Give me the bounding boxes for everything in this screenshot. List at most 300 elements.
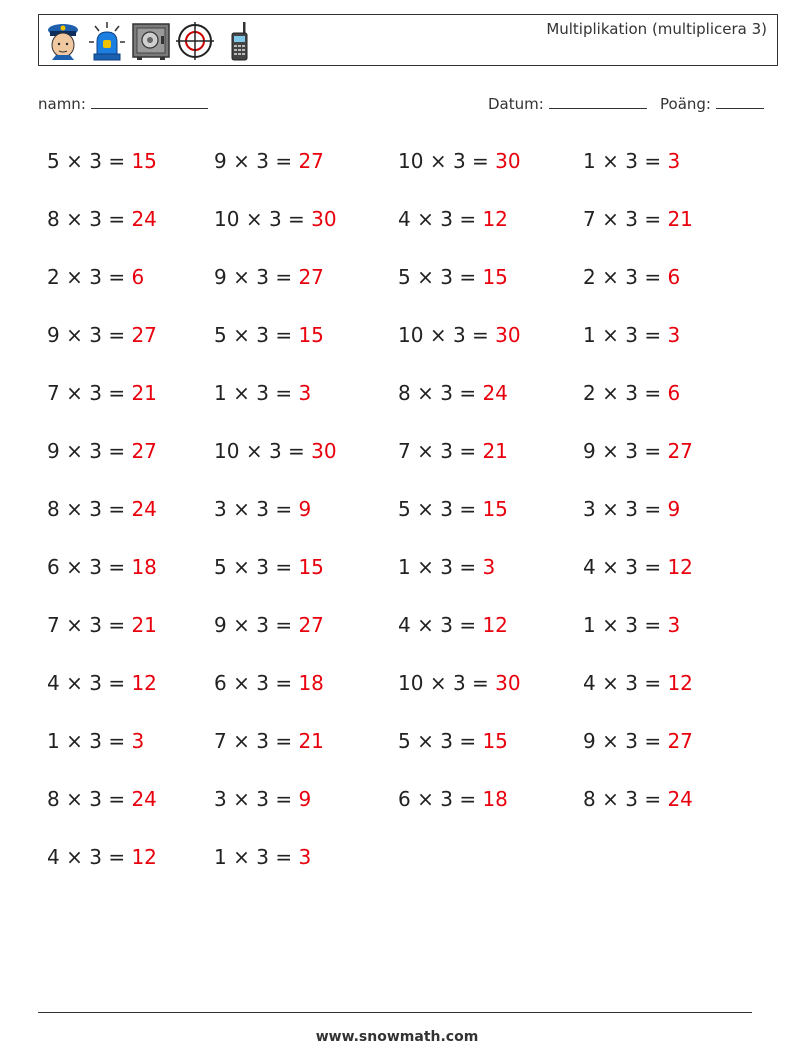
name-blank-line <box>91 93 208 109</box>
factor-b: 3 <box>89 845 102 869</box>
problem-item <box>583 555 693 579</box>
siren-light-icon <box>87 20 127 62</box>
times-sign: × <box>233 149 250 173</box>
times-sign: × <box>602 729 619 753</box>
answer: 12 <box>482 207 508 231</box>
factor-b: 3 <box>89 729 102 753</box>
factor-a: 3 <box>583 497 596 521</box>
safe-icon <box>131 20 171 62</box>
factor-a: 9 <box>214 265 227 289</box>
times-sign: × <box>602 497 619 521</box>
answer: 12 <box>667 555 693 579</box>
times-sign: × <box>602 149 619 173</box>
equals-sign: = <box>288 439 305 463</box>
problem-item <box>47 439 157 463</box>
problem-item <box>398 729 508 753</box>
crosshair-target-icon <box>175 20 215 62</box>
answer: 12 <box>131 671 157 695</box>
factor-b: 3 <box>440 497 453 521</box>
factor-a: 5 <box>398 729 411 753</box>
factor-b: 3 <box>625 323 638 347</box>
factor-b: 3 <box>440 265 453 289</box>
equals-sign: = <box>644 149 662 173</box>
equals-sign: = <box>644 787 662 811</box>
problem-item <box>398 671 521 695</box>
equals-sign: = <box>644 265 662 289</box>
times-sign: × <box>602 439 619 463</box>
times-sign: × <box>66 439 83 463</box>
times-sign: × <box>233 323 250 347</box>
answer: 15 <box>298 555 324 579</box>
equals-sign: = <box>644 497 662 521</box>
equals-sign: = <box>644 381 662 405</box>
factor-b: 3 <box>625 555 638 579</box>
times-sign: × <box>66 845 83 869</box>
problem-item <box>214 207 337 231</box>
score-label: Poäng: <box>660 95 711 113</box>
factor-b: 3 <box>256 845 269 869</box>
answer: 24 <box>131 207 157 231</box>
factor-b: 3 <box>256 381 269 405</box>
factor-b: 3 <box>256 265 269 289</box>
answer: 12 <box>131 845 157 869</box>
equals-sign: = <box>459 381 477 405</box>
times-sign: × <box>233 613 250 637</box>
factor-b: 3 <box>440 381 453 405</box>
factor-a: 7 <box>214 729 227 753</box>
factor-b: 3 <box>440 729 453 753</box>
times-sign: × <box>417 787 434 811</box>
equals-sign: = <box>275 729 293 753</box>
factor-a: 6 <box>47 555 60 579</box>
answer: 27 <box>667 729 693 753</box>
times-sign: × <box>233 381 250 405</box>
times-sign: × <box>417 265 434 289</box>
factor-a: 6 <box>214 671 227 695</box>
times-sign: × <box>233 497 250 521</box>
factor-a: 9 <box>47 439 60 463</box>
factor-a: 8 <box>398 381 411 405</box>
problem-item <box>583 671 693 695</box>
answer: 12 <box>667 671 693 695</box>
factor-b: 3 <box>440 207 453 231</box>
answer: 30 <box>311 439 337 463</box>
factor-a: 10 <box>398 323 424 347</box>
answer: 24 <box>131 787 157 811</box>
factor-b: 3 <box>268 207 282 231</box>
equals-sign: = <box>275 323 293 347</box>
equals-sign: = <box>275 787 293 811</box>
factor-a: 8 <box>47 787 60 811</box>
answer: 15 <box>482 265 508 289</box>
answer: 30 <box>495 671 521 695</box>
answer: 6 <box>667 265 681 289</box>
problem-item <box>583 323 680 347</box>
factor-a: 8 <box>47 497 60 521</box>
times-sign: × <box>245 207 263 231</box>
times-sign: × <box>66 613 83 637</box>
factor-a: 3 <box>214 787 227 811</box>
name-field <box>38 93 208 113</box>
factor-a: 4 <box>583 671 596 695</box>
factor-b: 3 <box>452 149 466 173</box>
factor-a: 1 <box>583 613 596 637</box>
police-officer-icon <box>43 20 83 62</box>
equals-sign: = <box>108 613 126 637</box>
answer: 18 <box>482 787 508 811</box>
answer: 15 <box>482 497 508 521</box>
problem-item <box>583 729 693 753</box>
times-sign: × <box>66 323 83 347</box>
problem-item <box>214 381 311 405</box>
times-sign: × <box>429 671 447 695</box>
answer: 6 <box>131 265 145 289</box>
header-icons <box>43 19 259 63</box>
factor-a: 4 <box>47 845 60 869</box>
times-sign: × <box>233 845 250 869</box>
equals-sign: = <box>644 207 662 231</box>
problem-item <box>398 265 508 289</box>
problem-item <box>398 207 508 231</box>
equals-sign: = <box>644 555 662 579</box>
problem-item <box>47 497 157 521</box>
factor-b: 3 <box>625 265 638 289</box>
factor-a: 1 <box>214 845 227 869</box>
factor-a: 5 <box>398 497 411 521</box>
problem-item <box>583 265 680 289</box>
factor-b: 3 <box>256 671 269 695</box>
times-sign: × <box>417 613 434 637</box>
answer: 18 <box>131 555 157 579</box>
factor-a: 1 <box>398 555 411 579</box>
problem-item <box>47 555 157 579</box>
answer: 12 <box>482 613 508 637</box>
answer: 9 <box>667 497 681 521</box>
factor-b: 3 <box>256 323 269 347</box>
times-sign: × <box>417 439 434 463</box>
factor-a: 5 <box>47 149 60 173</box>
factor-a: 5 <box>214 323 227 347</box>
answer: 27 <box>298 149 324 173</box>
factor-a: 7 <box>398 439 411 463</box>
answer: 9 <box>298 497 312 521</box>
worksheet-title: Multiplikation (multiplicera 3) <box>546 20 767 38</box>
answer: 30 <box>311 207 337 231</box>
answer: 21 <box>298 729 324 753</box>
equals-sign: = <box>108 265 126 289</box>
equals-sign: = <box>275 613 293 637</box>
factor-b: 3 <box>256 729 269 753</box>
answer: 27 <box>298 613 324 637</box>
times-sign: × <box>602 207 619 231</box>
equals-sign: = <box>644 323 662 347</box>
times-sign: × <box>66 207 83 231</box>
equals-sign: = <box>459 555 477 579</box>
problem-item <box>214 149 324 173</box>
equals-sign: = <box>472 323 489 347</box>
factor-b: 3 <box>625 729 638 753</box>
factor-a: 10 <box>398 671 424 695</box>
factor-a: 5 <box>214 555 227 579</box>
problem-item <box>214 555 324 579</box>
answer: 3 <box>131 729 145 753</box>
factor-a: 2 <box>583 381 596 405</box>
name-label: namn: <box>38 95 86 113</box>
score-field <box>660 93 764 113</box>
times-sign: × <box>602 323 619 347</box>
date-blank-line <box>549 93 647 109</box>
problem-item <box>214 845 311 869</box>
factor-b: 3 <box>440 555 453 579</box>
equals-sign: = <box>108 497 126 521</box>
answer: 27 <box>131 439 157 463</box>
equals-sign: = <box>275 265 293 289</box>
factor-a: 5 <box>398 265 411 289</box>
problem-item <box>214 613 324 637</box>
factor-a: 3 <box>214 497 227 521</box>
answer: 3 <box>667 613 681 637</box>
problem-item <box>398 323 521 347</box>
equals-sign: = <box>459 439 477 463</box>
times-sign: × <box>417 497 434 521</box>
times-sign: × <box>417 729 434 753</box>
problem-item <box>398 439 508 463</box>
equals-sign: = <box>459 207 477 231</box>
date-label: Datum: <box>488 95 544 113</box>
answer: 27 <box>131 323 157 347</box>
factor-b: 3 <box>89 439 102 463</box>
times-sign: × <box>66 671 83 695</box>
factor-a: 10 <box>214 439 240 463</box>
factor-a: 7 <box>47 613 60 637</box>
equals-sign: = <box>644 439 662 463</box>
answer: 3 <box>667 149 681 173</box>
times-sign: × <box>602 613 619 637</box>
problem-item <box>214 497 311 521</box>
problem-item <box>398 497 508 521</box>
factor-b: 3 <box>256 149 269 173</box>
equals-sign: = <box>459 497 477 521</box>
factor-a: 1 <box>583 149 596 173</box>
answer: 27 <box>667 439 693 463</box>
equals-sign: = <box>644 671 662 695</box>
equals-sign: = <box>108 439 126 463</box>
equals-sign: = <box>108 729 126 753</box>
problem-item <box>583 787 693 811</box>
problem-item <box>583 381 680 405</box>
factor-b: 3 <box>256 555 269 579</box>
answer: 24 <box>131 497 157 521</box>
times-sign: × <box>66 555 83 579</box>
problem-item <box>47 787 157 811</box>
factor-b: 3 <box>440 787 453 811</box>
factor-b: 3 <box>440 439 453 463</box>
factor-b: 3 <box>256 613 269 637</box>
equals-sign: = <box>275 381 293 405</box>
equals-sign: = <box>275 497 293 521</box>
problem-item <box>47 671 157 695</box>
factor-b: 3 <box>256 497 269 521</box>
problem-item <box>214 265 324 289</box>
equals-sign: = <box>108 381 126 405</box>
factor-a: 9 <box>47 323 60 347</box>
problem-item <box>47 381 157 405</box>
equals-sign: = <box>275 671 293 695</box>
factor-a: 9 <box>214 149 227 173</box>
factor-a: 4 <box>47 671 60 695</box>
factor-b: 3 <box>89 323 102 347</box>
factor-b: 3 <box>625 497 638 521</box>
answer: 21 <box>131 613 157 637</box>
problem-item <box>583 613 680 637</box>
times-sign: × <box>602 265 619 289</box>
times-sign: × <box>429 323 447 347</box>
problem-item <box>214 439 337 463</box>
problem-item <box>214 787 311 811</box>
problem-item <box>47 729 144 753</box>
times-sign: × <box>429 149 447 173</box>
factor-a: 6 <box>398 787 411 811</box>
equals-sign: = <box>459 613 477 637</box>
answer: 18 <box>298 671 324 695</box>
equals-sign: = <box>459 787 477 811</box>
factor-a: 4 <box>398 207 411 231</box>
answer: 15 <box>298 323 324 347</box>
date-field <box>488 93 647 113</box>
answer: 15 <box>131 149 157 173</box>
factor-a: 2 <box>583 265 596 289</box>
factor-b: 3 <box>89 671 102 695</box>
factor-a: 4 <box>583 555 596 579</box>
walkie-talkie-icon <box>219 20 259 62</box>
problem-item <box>47 613 157 637</box>
equals-sign: = <box>108 671 126 695</box>
factor-b: 3 <box>625 613 638 637</box>
factor-b: 3 <box>625 671 638 695</box>
footer-divider <box>38 1012 752 1013</box>
equals-sign: = <box>644 729 662 753</box>
factor-a: 7 <box>583 207 596 231</box>
factor-a: 10 <box>398 149 424 173</box>
problem-item <box>47 845 157 869</box>
times-sign: × <box>66 149 83 173</box>
answer: 3 <box>298 381 312 405</box>
factor-a: 9 <box>214 613 227 637</box>
times-sign: × <box>245 439 263 463</box>
factor-b: 3 <box>89 613 102 637</box>
factor-a: 2 <box>47 265 60 289</box>
answer: 3 <box>667 323 681 347</box>
equals-sign: = <box>108 845 126 869</box>
factor-b: 3 <box>268 439 282 463</box>
factor-a: 4 <box>398 613 411 637</box>
equals-sign: = <box>472 671 489 695</box>
times-sign: × <box>602 381 619 405</box>
factor-b: 3 <box>89 787 102 811</box>
times-sign: × <box>233 729 250 753</box>
answer: 15 <box>482 729 508 753</box>
equals-sign: = <box>472 149 489 173</box>
problem-item <box>47 323 157 347</box>
times-sign: × <box>417 381 434 405</box>
answer: 21 <box>131 381 157 405</box>
factor-a: 1 <box>47 729 60 753</box>
factor-b: 3 <box>625 381 638 405</box>
equals-sign: = <box>108 555 126 579</box>
problem-item <box>583 207 693 231</box>
problem-item <box>398 381 508 405</box>
times-sign: × <box>233 555 250 579</box>
equals-sign: = <box>459 729 477 753</box>
times-sign: × <box>66 787 83 811</box>
worksheet-header <box>38 14 778 66</box>
problem-item <box>214 671 324 695</box>
times-sign: × <box>417 555 434 579</box>
times-sign: × <box>66 265 83 289</box>
student-fields <box>38 93 770 117</box>
problem-item <box>47 207 157 231</box>
factor-b: 3 <box>89 149 102 173</box>
times-sign: × <box>602 787 619 811</box>
factor-a: 7 <box>47 381 60 405</box>
answer: 3 <box>482 555 496 579</box>
times-sign: × <box>233 671 250 695</box>
problem-item <box>214 323 324 347</box>
factor-b: 3 <box>625 207 638 231</box>
answer: 24 <box>482 381 508 405</box>
problem-item <box>583 439 693 463</box>
equals-sign: = <box>108 787 126 811</box>
footer-url: www.snowmath.com <box>315 1029 479 1045</box>
factor-a: 1 <box>214 381 227 405</box>
factor-b: 3 <box>440 613 453 637</box>
problem-item <box>583 497 680 521</box>
factor-b: 3 <box>625 439 638 463</box>
equals-sign: = <box>288 207 305 231</box>
problem-item <box>214 729 324 753</box>
factor-b: 3 <box>89 265 102 289</box>
problem-item <box>398 555 495 579</box>
factor-a: 10 <box>214 207 240 231</box>
answer: 21 <box>667 207 693 231</box>
equals-sign: = <box>108 207 126 231</box>
factor-b: 3 <box>89 207 102 231</box>
answer: 30 <box>495 323 521 347</box>
score-blank-line <box>716 93 764 109</box>
factor-b: 3 <box>256 787 269 811</box>
equals-sign: = <box>275 555 293 579</box>
answer: 6 <box>667 381 681 405</box>
answer: 9 <box>298 787 312 811</box>
answer: 30 <box>495 149 521 173</box>
problem-item <box>398 613 508 637</box>
answer: 24 <box>667 787 693 811</box>
equals-sign: = <box>275 149 293 173</box>
factor-a: 8 <box>47 207 60 231</box>
answer: 27 <box>298 265 324 289</box>
times-sign: × <box>417 207 434 231</box>
times-sign: × <box>66 729 83 753</box>
factor-a: 9 <box>583 729 596 753</box>
times-sign: × <box>66 381 83 405</box>
factor-b: 3 <box>625 787 638 811</box>
factor-b: 3 <box>452 671 466 695</box>
factor-b: 3 <box>89 381 102 405</box>
problem-item <box>47 149 157 173</box>
equals-sign: = <box>275 845 293 869</box>
times-sign: × <box>602 555 619 579</box>
problem-item <box>398 787 508 811</box>
